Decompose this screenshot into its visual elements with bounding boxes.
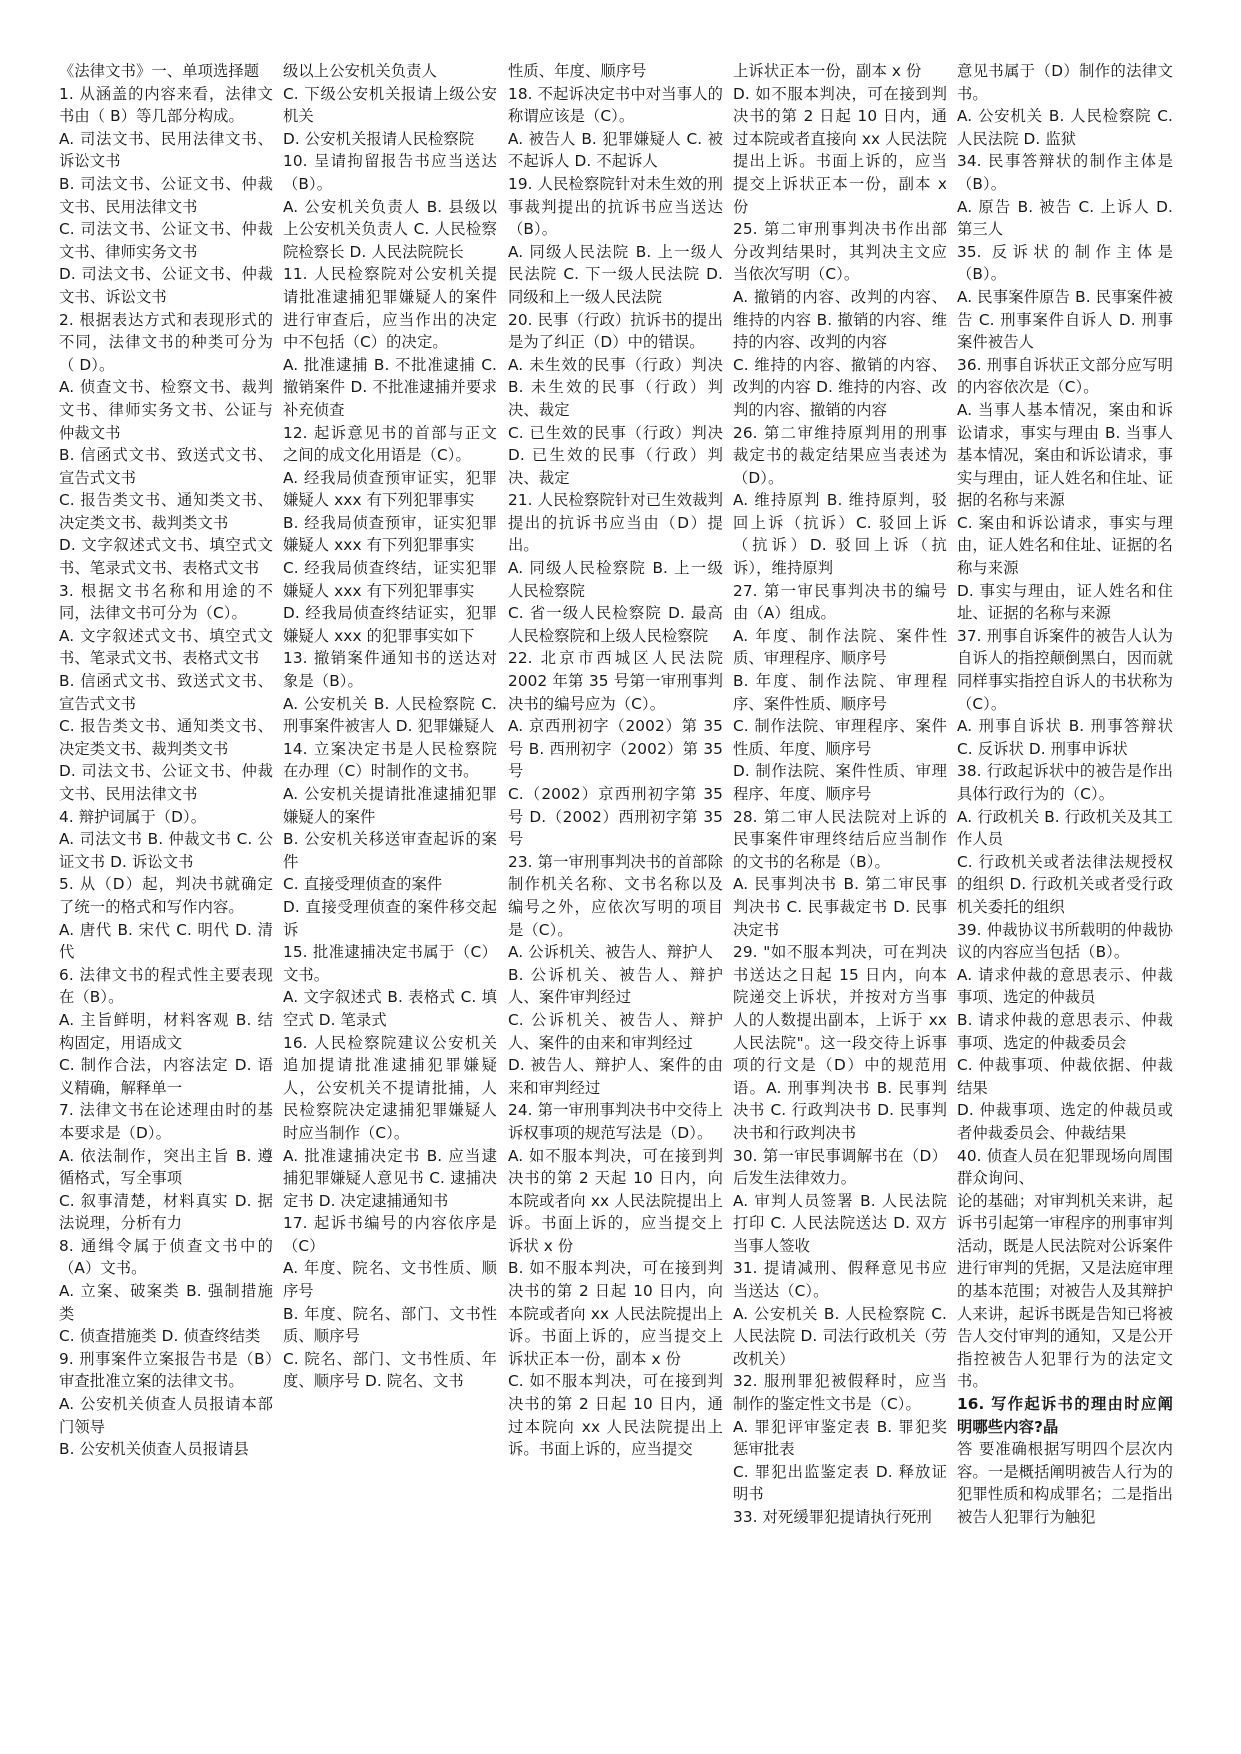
question-text: B. 公安机关侦查人员报请县 xyxy=(59,1440,249,1459)
question-text: A. 撤销的内容、改判的内容、维持的内容 B. 撤销的内容、维持的内容、改判的内容 xyxy=(733,287,947,352)
question-text: 性质、年度、顺序号 xyxy=(508,62,647,80)
question-text: C. 维持的内容、撤销的内容、改判的内容 D. 维持的内容、改判的内容、撤销的内容 xyxy=(733,355,947,419)
question-text: C. 制作合法，内容法定 D. 语义精确，解释单一 xyxy=(59,1056,273,1097)
question-text: D. 司法文书、公证文书、仲裁文书、民用法律文书 xyxy=(59,762,273,803)
question-text: A. 立案、破案类 B. 强制措施类 xyxy=(59,1282,273,1323)
question-text: A. 维持原判 B. 维持原判，驳回上诉（抗诉）C. 驳回上诉（抗诉）D. 驳回上诉（抗诉），维持原判 xyxy=(733,491,947,578)
question-text: 7. 法律文书在论述理由时的基本要求是（D）。 xyxy=(59,1101,273,1142)
question-text: A. 批准逮捕决定书 B. 应当逮捕犯罪嫌疑人意见书 C. 逮捕决定书 D. 决定逮捕通知书 xyxy=(283,1146,497,1210)
question-text: C. 案由和诉讼请求，事实与理由，证人姓名和住址、证据的名称与来源 xyxy=(957,513,1173,578)
text-column-5 xyxy=(957,60,1173,1529)
question-text: 《法律文书》一、单项选择题 xyxy=(59,62,260,80)
question-text: C. 下级公安机关报请上级公安机关 xyxy=(283,84,497,126)
question-text: 6. 法律文书的程式性主要表现在（B）。 xyxy=(59,965,273,1007)
question-text: C. 罪犯出监鉴定表 D. 释放证明书 xyxy=(733,1462,947,1504)
question-text: D. 司法文书、公证文书、仲裁文书、诉讼文书 xyxy=(59,265,273,306)
question-text: A. 公安机关 B. 人民检察院 C. 人民法院 D. 监狱 xyxy=(957,107,1173,148)
question-text: A. 年度、制作法院、案件性质、审理程序、顺序号 xyxy=(733,626,947,668)
question-text: D. 制作法院、案件性质、审理程序、年度、顺序号 xyxy=(733,762,947,803)
question-text: A. 罪犯评审鉴定表 B. 罪犯奖惩审批表 xyxy=(733,1417,947,1459)
question-text: A. 文字叙述式文书、填空式文书、笔录式文书、表格式文书 xyxy=(59,626,273,668)
question-text: 29. "如不服本判决，可在判决书送达之日起 15 日内，向本院递交上诉状，并按对方当事人的人数提出副本，上诉于 xx 人民法院"。这一段交待上诉事项的行文是（D）中的规范用语。A. 刑事判决书 B. 民事判决书 C. 行政判决书 D. 民事判决书和行政判决书 xyxy=(733,943,947,1142)
question-text: A. 被告人 B. 犯罪嫌疑人 C. 被不起诉人 D. 不起诉人 xyxy=(508,129,723,171)
question-text: 2. 根据表达方式和表现形式的不同，法律文书的种类可分为（ D）。 xyxy=(59,310,273,374)
text-column-1 xyxy=(59,60,273,1461)
question-text: 26. 第二审维持原判用的刑事裁定书的裁定结果应当表述为（D）。 xyxy=(733,423,947,487)
question-text: A. 当事人基本情况，案由和诉讼请求，事实与理由 B. 当事人基本情况，案由和诉讼请求，事实与理由，证人姓名和住址、证据的名称与来源 xyxy=(957,400,1173,510)
question-text: C. 经我局侦查终结，证实犯罪嫌疑人 xxx 有下列犯罪事实 xyxy=(283,559,497,600)
question-text: C. 如不服本判决，可在接到判决书的第 2 日起 10 日内，通过本院向 xx 人民法院提出上诉。书面上诉的，应当提交 xyxy=(508,1372,723,1459)
question-text: 33. 对死缓罪犯提请执行死刑 xyxy=(733,1508,932,1526)
question-text: 论的基础；对审判机关来讲，起诉书引起第一审程序的刑事审判活动，既是人民法院对公诉案件进行审判的凭据，又是法庭审理的基本范围；对被告人及其辩护人来讲，起诉书既是告知已将被告人交付审判的通知，又是公开指控被告人犯罪行为的法定文书。 xyxy=(957,1191,1173,1391)
question-text: 25. 第二审刑事判决书作出部分改判结果时，其判决主文应当依次写明（C）。 xyxy=(733,220,947,284)
question-text: B. 年度、院名、部门、文书性质、顺序号 xyxy=(283,1304,497,1346)
text-column-4 xyxy=(733,60,947,1529)
question-text: C. 院名、部门、文书性质、年度、顺序号 D. 院名、文书 xyxy=(283,1349,497,1391)
question-text: A. 如不服本判决，可在接到判决书的第 2 天起 10 日内，向本院或者向 xx 人民法院提出上诉。书面上诉的，应当提交上诉状 x 份 xyxy=(508,1146,723,1255)
question-text: D. 仲裁事项、选定的仲裁员或者仲裁委员会、仲裁结果 xyxy=(957,1101,1173,1142)
question-text: A. 公安机关 B. 人民检察院 C. 人民法院 D. 司法行政机关（劳改机关） xyxy=(733,1304,947,1368)
question-text: 27. 第一审民事判决书的编号由（A）组成。 xyxy=(733,581,947,623)
question-text: 3. 根据文书名称和用途的不同，法律文书可分为（C）。 xyxy=(59,581,273,623)
question-text: C. 仲裁事项、仲裁依据、仲裁结果 xyxy=(957,1056,1173,1097)
question-text: A. 唐代 B. 宋代 C. 明代 D. 清代 xyxy=(59,920,273,962)
question-text: A. 民事判决书 B. 第二审民事判决书 C. 民事裁定书 D. 民事决定书 xyxy=(733,875,947,939)
question-text: A. 京西刑初字（2002）第 35 号 B. 西刑初字（2002）第 35 号 xyxy=(508,717,723,781)
question-text: B. 信函式文书、致送式文书、宣告式文书 xyxy=(59,446,273,487)
question-text: C. 报告类文书、通知类文书、决定类文书、裁判类文书 xyxy=(59,491,273,532)
question-text: A. 依法制作，突出主旨 B. 遵循格式，写全事项 xyxy=(59,1146,273,1188)
question-text: 31. 提请减刑、假释意见书应当送达（C）。 xyxy=(733,1259,947,1301)
question-text: 10. 呈请拘留报告书应当送达（B）。 xyxy=(283,152,497,193)
question-text: A. 侦查文书、检察文书、裁判文书、律师实务文书、公证与仲裁文书 xyxy=(59,378,273,442)
question-text: A. 未生效的民事（行政）判决 B. 未生效的民事（行政）判决、裁定 xyxy=(508,355,723,419)
question-text: A. 年度、院名、文书性质、顺序号 xyxy=(283,1259,497,1301)
question-text: 39. 仲裁协议书所载明的仲裁协议的内容应当包括（B）。 xyxy=(957,920,1173,962)
question-text: 20. 民事（行政）抗诉书的提出是为了纠正（D）中的错误。 xyxy=(508,310,723,352)
question-text: 1. 从涵盖的内容来看，法律文书由（ B）等几部分构成。 xyxy=(59,84,273,126)
question-text: D. 文字叙述式文书、填空式文书、笔录式文书、表格式文书 xyxy=(59,536,273,578)
question-text: B. 请求仲裁的意思表示、仲裁事项、选定的仲裁委员会 xyxy=(957,1010,1173,1052)
question-text: 14. 立案决定书是人民检察院在办理（C）时制作的文书。 xyxy=(283,739,497,781)
question-text: B. 经我局侦查预审，证实犯罪嫌疑人 xxx 有下列犯罪事实 xyxy=(283,513,497,555)
question-text: A. 批准逮捕 B. 不批准逮捕 C. 撤销案件 D. 不批准逮捕并要求补充侦查 xyxy=(283,355,497,419)
question-text: 9. 刑事案件立案报告书是（B）审查批准立案的法律文书。 xyxy=(59,1349,273,1391)
question-text: C. 报告类文书、通知类文书、决定类文书、裁判类文书 xyxy=(59,717,273,758)
question-text: A. 同级人民检察院 B. 上一级人民检察院 xyxy=(508,559,723,600)
question-text: 32. 服刑罪犯被假释时，应当制作的鉴定性文书是（C）。 xyxy=(733,1372,947,1414)
question-text: 4. 辩护词属于（D）。 xyxy=(59,807,207,826)
question-text: C. 叙事清楚，材料真实 D. 据法说理，分析有力 xyxy=(59,1191,273,1233)
question-text: 23. 第一审刑事判决书的首部除制作机关名称、文书名称以及编号之外，应依次写明的项目是（C）。 xyxy=(508,852,723,939)
question-text: 18. 不起诉决定书中对当事人的称谓应该是（C）。 xyxy=(508,84,723,126)
question-text: A. 公安机关提请批准逮捕犯罪嫌疑人的案件 xyxy=(283,785,497,826)
question-text: B. 司法文书、公证文书、仲裁文书、民用法律文书 xyxy=(59,174,273,216)
question-text: A. 民事案件原告 B. 民事案件被告 C. 刑事案件自诉人 D. 刑事案件被告人 xyxy=(957,287,1173,352)
question-text: 16. 人民检察院建议公安机关追加提请批准逮捕犯罪嫌疑人，公安机关不提请批捕，人民检察院决定逮捕犯罪嫌疑人时应当制作（C）。 xyxy=(283,1033,497,1142)
question-text: 28. 第二审人民法院对上诉的民事案件审理终结后应当制作的文书的名称是（B）。 xyxy=(733,807,947,871)
question-text: D. 经我局侦查终结证实，犯罪嫌疑人 xxx 的犯罪事实如下 xyxy=(283,604,497,645)
question-text: B. 公安机关移送审查起诉的案件 xyxy=(283,830,497,871)
question-text: A. 同级人民法院 B. 上一级人民法院 C. 下一级人民法院 D. 同级和上一级人民法院 xyxy=(508,242,723,306)
question-text: D. 如不服本判决，可在接到判决书的第 2 日起 10 日内，通过本院或者直接向 xx 人民法院提出上诉。书面上诉的，应当提交上诉状正本一份，副本 x 份 xyxy=(733,84,947,216)
question-text: 5. 从（D）起，判决书就确定了统一的格式和写作内容。 xyxy=(59,875,273,916)
section-heading: 16. 写作起诉书的理由时应阐明哪些内容?晶 xyxy=(957,1395,1173,1436)
text-column-2 xyxy=(283,60,497,1393)
question-text: A. 司法文书、民用法律文书、诉讼文书 xyxy=(59,129,273,171)
question-text: A. 公安机关负责人 B. 县级以上公安机关负责人 C. 人民检察院检察长 D. 人民法院院长 xyxy=(283,197,497,261)
question-text: 8. 通缉令属于侦查文书中的（A）文书。 xyxy=(59,1236,273,1278)
question-text: 21. 人民检察院针对已生效裁判提出的抗诉书应当由（D）提出。 xyxy=(508,491,723,555)
question-text: C. 直接受理侦查的案件 xyxy=(283,875,443,894)
question-text: 30. 第一审民事调解书在（D）后发生法律效力。 xyxy=(733,1146,947,1188)
question-text: 级以上公安机关负责人 xyxy=(283,62,437,80)
question-text: C. 司法文书、公证文书、仲裁文书、律师实务文书 xyxy=(59,220,273,261)
question-text: D. 公安机关报请人民检察院 xyxy=(283,129,475,148)
question-text: B. 如不服本判决，可在接到判决书的第 2 日起 10 日内，向本院或者向 xx 人民法院提出上诉。书面上诉的，应当提交上诉状正本一份，副本 x 份 xyxy=(508,1259,723,1368)
question-text: 37. 刑事自诉案件的被告人认为自诉人的指控颠倒黑白，因而就同样事实指控自诉人的书状称为（C）。 xyxy=(957,626,1173,713)
question-text: C. 省一级人民检察院 D. 最高人民检察院和上级人民检察院 xyxy=(508,604,723,645)
question-text: C. 侦查措施类 D. 侦查终结类 xyxy=(59,1327,261,1346)
question-text: A. 刑事自诉状 B. 刑事答辩状 C. 反诉状 D. 刑事申诉状 xyxy=(957,717,1173,758)
question-text: C.（2002）京西刑初字第 35 号 D.（2002）西刑初字第 35 号 xyxy=(508,785,723,849)
question-text: 意见书属于（D）制作的法律文书。 xyxy=(957,62,1173,103)
question-text: B. 年度、制作法院、审理程序、案件性质、顺序号 xyxy=(733,672,947,713)
question-text: A. 审判人员签署 B. 人民法院打印 C. 人民法院送达 D. 双方当事人签收 xyxy=(733,1191,947,1255)
question-text: A. 公安机关侦查人员报请本部门领导 xyxy=(59,1395,273,1436)
question-text: C. 已生效的民事（行政）判决 D. 已生效的民事（行政）判决、裁定 xyxy=(508,423,723,487)
question-text: A. 文字叙述式 B. 表格式 C. 填空式 D. 笔录式 xyxy=(283,988,497,1029)
question-text: 上诉状正本一份，副本 x 份 xyxy=(733,62,922,80)
question-text: A. 公安机关 B. 人民检察院 C. 刑事案件被害人 D. 犯罪嫌疑人 xyxy=(283,694,497,736)
question-text: C. 制作法院、审理程序、案件性质、年度、顺序号 xyxy=(733,717,947,758)
question-text: B. 公诉机关、被告人、辩护人、案件审判经过 xyxy=(508,965,723,1007)
question-text: 36. 刑事自诉状正文部分应写明的内容依次是（C）。 xyxy=(957,355,1173,397)
question-text: 24. 第一审刑事判决书中交待上诉权事项的规范写法是（D）。 xyxy=(508,1101,723,1142)
question-text: 11. 人民检察院对公安机关提请批准逮捕犯罪嫌疑人的案件进行审查后，应当作出的决定中不包括（C）的决定。 xyxy=(283,265,497,352)
question-text: A. 经我局侦查预审证实，犯罪嫌疑人 xxx 有下列犯罪事实 xyxy=(283,468,497,510)
question-text: 34. 民事答辩状的制作主体是（B）。 xyxy=(957,152,1173,193)
question-text: 38. 行政起诉状中的被告是作出具体行政行为的（C）。 xyxy=(957,762,1173,803)
question-text: A. 公诉机关、被告人、辩护人 xyxy=(508,943,713,962)
question-text: C. 行政机关或者法律法规授权的组织 D. 行政机关或者受行政机关委托的组织 xyxy=(957,852,1173,916)
question-text: 13. 撤销案件通知书的送达对象是（B）。 xyxy=(283,649,497,691)
question-text: A. 主旨鲜明，材料客观 B. 结构固定，用语成文 xyxy=(59,1010,273,1052)
question-text: A. 行政机关 B. 行政机关及其工作人员 xyxy=(957,807,1173,849)
text-column-3 xyxy=(508,60,723,1461)
question-text: A. 请求仲裁的意思表示、仲裁事项、选定的仲裁员 xyxy=(957,965,1173,1007)
question-text: B. 信函式文书、致送式文书、宣告式文书 xyxy=(59,672,273,713)
question-text: 40. 侦查人员在犯罪现场向周围群众询问、 xyxy=(957,1146,1173,1188)
question-text: D. 被告人、辩护人、案件的由来和审判经过 xyxy=(508,1056,723,1097)
question-text: A. 司法文书 B. 仲裁文书 C. 公证文书 D. 诉讼文书 xyxy=(59,830,273,871)
question-text: 19. 人民检察院针对未生效的刑事裁判提出的抗诉书应当送达（B）。 xyxy=(508,174,723,239)
question-text: 12. 起诉意见书的首部与正文之间的成文化用语是（C）。 xyxy=(283,423,497,465)
question-text: 答 要准确根据写明四个层次内容。一是概括阐明被告人行为的犯罪性质和构成罪名；二是指出被告人犯罪行为触犯 xyxy=(957,1440,1173,1526)
question-text: D. 事实与理由，证人姓名和住址、证据的名称与来源 xyxy=(957,581,1173,623)
question-text: 17. 起诉书编号的内容依序是（C） xyxy=(283,1214,497,1255)
question-text: 15. 批准逮捕决定书属于（C）文书。 xyxy=(283,943,497,984)
question-text: 22. 北京市西城区人民法院 2002 年第 35 号第一审刑事判决书的编号应为（C）。 xyxy=(508,649,723,713)
question-text: D. 直接受理侦查的案件移交起诉 xyxy=(283,897,497,939)
question-text: A. 原告 B. 被告 C. 上诉人 D. 第三人 xyxy=(957,197,1173,239)
question-text: C. 公诉机关、被告人、辩护人、案件的由来和审判经过 xyxy=(508,1010,723,1052)
question-text: 35. 反诉状的制作主体是（B）。 xyxy=(957,242,1173,284)
